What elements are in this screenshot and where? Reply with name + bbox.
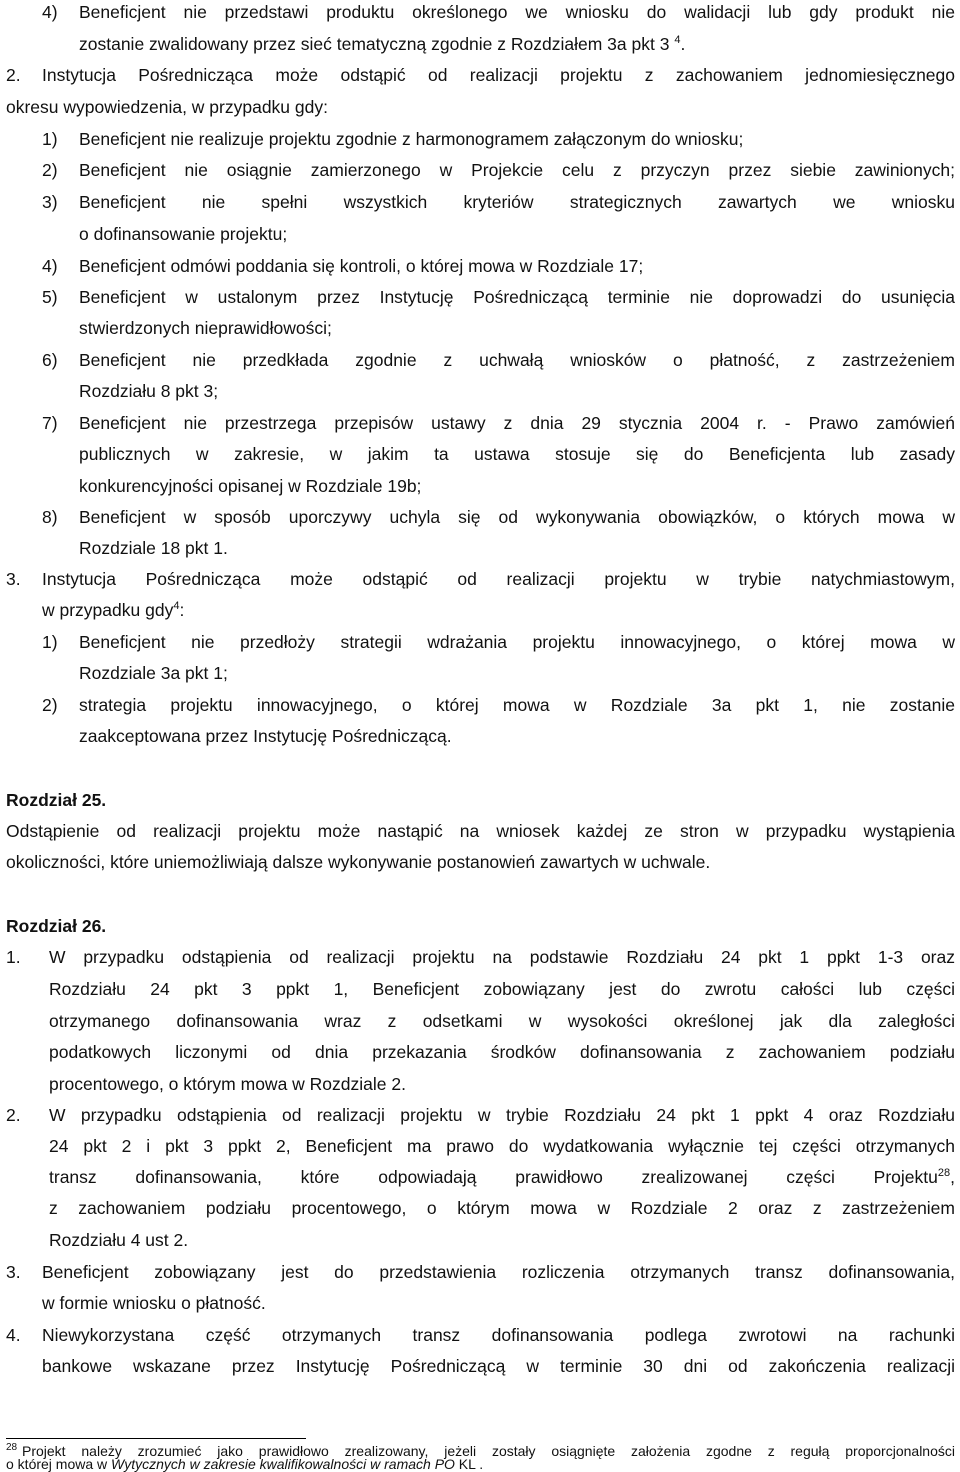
text-line: procentowego, o którym mowa w Rozdziale 2. xyxy=(49,1074,406,1094)
text-line: o dofinansowanie projektu; xyxy=(79,224,288,244)
text-line: zostanie zwalidowany przez sieć tematyczną zgodnie z Rozdziałem 3a pkt 3 $^4$. xyxy=(79,34,686,54)
text-line: Beneficjent nie spełni wszystkich kryteriów strategicznych zawartych we wniosku xyxy=(79,192,955,212)
text-line: strategia projektu innowacyjnego, o której mowa w Rozdziale 3a pkt 1, nie zostanie xyxy=(79,695,955,715)
text-line: Beneficjent nie osiągnie zamierzonego w Projekcie celu z przyczyn przez siebie zawinionych; xyxy=(79,160,955,180)
section-number: 2. xyxy=(6,65,21,85)
text-line: Beneficjent w ustalonym przez Instytucję Pośredniczącą terminie nie doprowadzi do usunięcia xyxy=(79,287,955,307)
text-line: W przypadku odstąpienia od realizacji projektu w trybie Rozdziału 24 pkt 1 ppkt 4 oraz Rozdziału xyxy=(49,1105,955,1125)
text-line: Instytucja Pośrednicząca może odstąpić od realizacji projektu z zachowaniem jednomiesięcznego xyxy=(42,65,955,85)
text-line: Beneficjent nie przestrzega przepisów ustawy z dnia 29 stycznia 2004 r. - Prawo zamówień xyxy=(79,413,955,433)
item-number: 4) xyxy=(42,256,58,276)
chapter-heading: Rozdział 25. xyxy=(6,790,107,810)
text-line: podatkowych liczonymi od dnia przekazania środków dofinansowania z zachowaniem podziału xyxy=(49,1042,955,1062)
text-line: bankowe wskazane przez Instytucję Pośredniczącą w terminie 30 dni od zakończenia realizacji xyxy=(42,1356,955,1376)
text-line: Beneficjent nie przedstawi produktu określonego we wniosku do walidacji lub gdy produkt nie xyxy=(79,2,955,22)
item-number: 3. xyxy=(6,1262,21,1282)
item-number: 8) xyxy=(42,507,58,527)
text-line: otrzymanego dofinansowania wraz z odsetkami w wysokości określonej jak dla zaległości xyxy=(49,1011,955,1031)
item-number: 2) xyxy=(42,160,58,180)
footnote-mark: 28 xyxy=(6,1442,18,1453)
item-number: 4) xyxy=(42,2,58,22)
text-line: Beneficjent odmówi poddania się kontroli, o której mowa w Rozdziale 17; xyxy=(79,256,644,276)
footnote-ref: 4 xyxy=(674,34,681,47)
text-line: Rozdziału 24 pkt 3 ppkt 1, Beneficjent zobowiązany jest do zwrotu całości lub części xyxy=(49,979,955,999)
item-number: 1) xyxy=(42,129,58,149)
chapter-heading: Rozdział 26. xyxy=(6,916,107,936)
text-line: Rozdziale 3a pkt 1; xyxy=(79,663,228,683)
text-line: stwierdzonych nieprawidłowości; xyxy=(79,318,332,338)
text-line: transz dofinansowania, które odpowiadają prawidłowo zrealizowanej części Projektu$^{28}$, xyxy=(49,1167,955,1187)
text-line: Beneficjent nie realizuje projektu zgodnie z harmonogramem załączonym do wniosku; xyxy=(79,129,744,149)
text-line: konkurencyjności opisanej w Rozdziale 19b; xyxy=(79,476,422,496)
footnote-text: Projekt należy zrozumieć jako prawidłowo zrealizowany, jeżeli zostały osiągnięte założenia zgodne z regułą proporcjonalności xyxy=(22,1443,955,1459)
text-line: W przypadku odstąpienia od realizacji projektu na podstawie Rozdziału 24 pkt 1 ppkt 1-3 oraz xyxy=(49,947,955,967)
text-line: okresu wypowiedzenia, w przypadku gdy: xyxy=(6,97,328,117)
text-line: Niewykorzystana część otrzymanych transz dofinansowania podlega zwrotowi na rachunki xyxy=(42,1325,955,1345)
item-number: 3) xyxy=(42,192,58,212)
text-line: Odstąpienie od realizacji projektu może nastąpić na wniosek każdej ze stron w przypadku wystąpienia xyxy=(6,821,955,841)
item-number: 2. xyxy=(6,1105,21,1125)
text-line: okoliczności, które uniemożliwiają dalsze wykonywanie postanowień zawartych w uchwale. xyxy=(6,852,711,872)
item-number: 1. xyxy=(6,947,21,967)
text-line: Rozdziału 8 pkt 3; xyxy=(79,381,219,401)
footnote-ref: 28 xyxy=(937,1167,951,1180)
text-line: z zachowaniem podziału procentowego, o którym mowa w Rozdziale 2 oraz z zastrzeżeniem xyxy=(49,1198,955,1218)
text-line: publicznych w zakresie, w jakim ta ustawa stosuje się do Beneficjenta lub zasady xyxy=(79,444,955,464)
text-line: Beneficjent nie przedkłada zgodnie z uchwałą wniosków o płatność, z zastrzeżeniem xyxy=(79,350,955,370)
item-number: 1) xyxy=(42,632,58,652)
text-line: Beneficjent nie przedłoży strategii wdrażania projektu innowacyjnego, o której mowa w xyxy=(79,632,955,652)
section-number: 3. xyxy=(6,569,21,589)
text-line: w przypadku gdy$^4$: xyxy=(42,600,185,620)
text-line: w formie wniosku o płatność. xyxy=(42,1293,266,1313)
text-line: 24 pkt 2 i pkt 3 ppkt 2, Beneficjent ma prawo do wydatkowania wyłącznie tej części otrzymanych xyxy=(49,1136,955,1156)
footnote-separator xyxy=(6,1438,306,1439)
item-number: 6) xyxy=(42,350,58,370)
footnote-ref: 4 xyxy=(173,600,180,613)
item-number: 2) xyxy=(42,695,58,715)
text-line: Beneficjent zobowiązany jest do przedstawienia rozliczenia otrzymanych transz dofinansowania, xyxy=(42,1262,955,1282)
item-number: 5) xyxy=(42,287,58,307)
text-line: Rozdziału 4 ust 2. xyxy=(49,1230,189,1250)
text-line: zaakceptowana przez Instytucję Pośredniczącą. xyxy=(79,726,452,746)
text-line: Beneficjent w sposób uporczywy uchyla się od wykonywania obowiązków, o których mowa w xyxy=(79,507,955,527)
text-line: Instytucja Pośrednicząca może odstąpić od realizacji projektu w trybie natychmiastowym, xyxy=(42,569,955,589)
footnote-line2: o której mowa w Wytycznych w zakresie kwalifikowalności w ramach PO KL . xyxy=(6,1456,484,1472)
item-number: 4. xyxy=(6,1325,21,1345)
item-number: 7) xyxy=(42,413,58,433)
text-line: Rozdziale 18 pkt 1. xyxy=(79,538,228,558)
